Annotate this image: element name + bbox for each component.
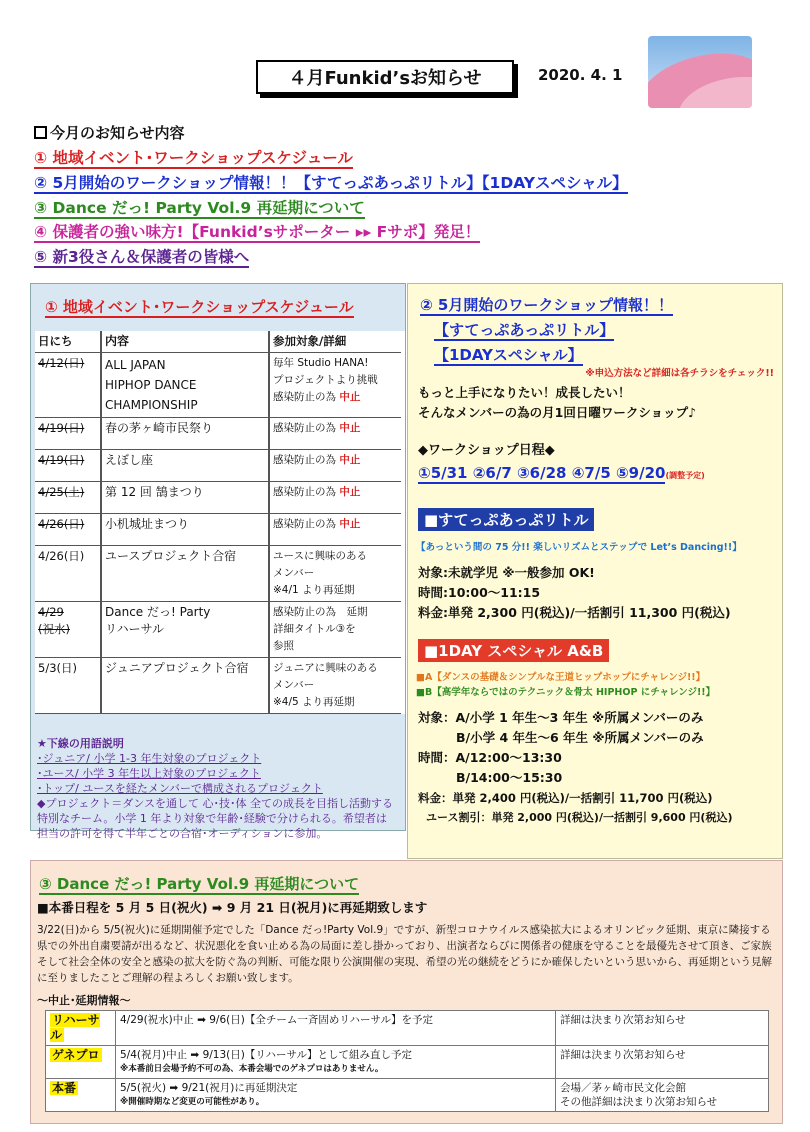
oneday-details: 対象：A/小学 1 年生～3 年生 ※所属メンバーのみ B/小学 4 年生～6 年生 ※所属メンバーのみ 時間：A/12:00～13:30 B/14:00～15:30 料金：単発 2,400 円(税込)/一括割引 11,700 円(税込) ユース割引：単発 2,000 円(税込)/一括割引 9,600 円(税込) [418,710,733,824]
table-row: ゲネプロ 5/4(祝月)中止 ➡ 9/13(日)【リハーサル】として組み直し予定 ※本番前日会場予約不可の為、本番会場でのゲネプロはありません。 詳細は決まり次第お知らせ [46,1046,769,1079]
postponement-table [45,1010,769,1112]
schedule-table [35,331,401,714]
table-header-row: 日にち 内容 参加対象/詳細 [35,331,401,353]
table-row: リハーサル 4/29(祝水)中止 ➡ 9/6(日)【全チーム一斉固めリハーサル】を予定 詳細は決まり次第お知らせ [46,1011,769,1046]
little-title: ■すてっぷあっぷリトル [418,508,594,531]
table-row: 4/29 (祝水) Dance だっ! Party リハーサル 感染防止の為 延期 詳細タイトル③を 参照 [35,602,401,658]
toc-item-4[interactable]: ④ 保護者の強い味方!【Funkid’sサポーター ▸▸ Fサポ】発足！ [34,223,481,241]
section-party-postponement: ③ Dance だっ! Party Vol.9 再延期について ■本番日程を 5 月 5 日(祝火) ➡ 9 月 21 日(祝月)に再延期致します 3/22(日)から 5/5(祝火)に延期開催予定でした「Dance だっ!Party Vol.9」ですが、新型コロナウイルス感染拡大によるオリンピック延期、東京に隣接する県での外出自粛要請が出るなど、状況悪化を食い止める為の局面に差し掛かっており、出演者ならびに関係者の健康を守ることを最優先させて頂き、ご家族そして社会全体の安全と感染の拡大を防ぐ為の判断、可能な限り公演開催の実現、希望の光の継続をどうにか確保したいという思いから、再延期という見解に至りましたことご理解の程よろしくお願い致します。 ～中止･延期情報～ リハーサル 4/29(祝水)中止 ➡ 9/6(日)【全チーム一斉固めリハーサル】を予定 詳細は決まり次第お知らせ ゲネプロ 5/4(祝月)中止 ➡ 9/13(日)【リハーサル】として組み直し予定 ※本番前日会場予約不可の為、本番会場でのゲネプロはありません。 詳細は決まり次第お知らせ 本番 5/5(祝火) ➡ 9/21(祝月)に再延期決定 ※開催時期など変更の可能性があり。 会場／茅ヶ崎市民文化会館 その他詳細は決まり次第お知らせ [30,860,783,1124]
little-details: 対象:未就学児 ※一般参加 OK! 時間:10:00～11:15 料金:単発 2,300 円(税込)/一括割引 11,300 円(税込) [418,565,731,620]
table-row: 4/26(日) 小机城址まつり 感染防止の為 中止 [35,514,401,546]
table-row: 4/12(日) ALL JAPAN HIPHOP DANCE CHAMPIONSHIP 毎年 Studio HANA! プロジェクトより挑戦 感染防止の為 中止 [35,353,401,418]
table-row: 4/19(日) えぼし座 感染防止の為 中止 [35,450,401,482]
workshop-intro: もっと上手になりたい！成長したい！ そんなメンバーの為の月1回日曜ワークショップ♪ [418,385,697,420]
toc-item-5[interactable]: ⑤ 新3役さん＆保護者の皆様へ [34,248,250,266]
toc-item-3[interactable]: ③ Dance だっ! Party Vol.9 再延期について [34,199,365,217]
table-row: 4/26(日) ユースプロジェクト合宿 ユースに興味のある メンバー ※4/1 より再延期 [35,546,401,602]
page-title: ４月Funkid’sお知らせ [256,60,514,94]
table-row: 4/25(土) 第 12 回 鵠まつり 感染防止の為 中止 [35,482,401,514]
toc-heading: 今月のお知らせ内容 [34,122,185,143]
workshop-dates: ①5/31 ②6/7 ③6/28 ④7/5 ⑤9/20(調整予定) [418,464,705,482]
toc-item-2[interactable]: ② 5月開始のワークショップ情報！！【すてっぷあっぷリトル】【1DAYスペシャル】 [34,174,628,192]
section-workshop-info: ② 5月開始のワークショップ情報！！ 【すてっぷあっぷリトル】 【1DAYスペシャル】 ※申込方法など詳細は各チラシをチェック!! もっと上手になりたい！成長したい！ そんなメンバーの為の月1回日曜ワークショップ♪ ◆ワークショップ日程◆ ①5/31 ②6/7 ③6/28 ④7/5 ⑤9/20(調整予定) ■すてっぷあっぷリトル 【あっという間の 75 分!! 楽しいリズムとステップで Let’s Dancing!!】 対象:未就学児 ※一般参加 OK! 時間:10:00～11:15 料金:単発 2,300 円(税込)/一括割引 11,300 円(税込) ■1DAY スペシャル A&B ■A【ダンスの基礎＆シンプルな王道ヒップホップにチャレンジ!!】 ■B【高学年ならではのテクニック＆骨太 HIPHOP にチャレンジ!!】 対象：A/小学 1 年生～3 年生 ※所属メンバーのみ B/小学 4 年生～6 年生 ※所属メンバーのみ 時間：A/12:00～13:30 B/14:00～15:30 料金：単発 2,400 円(税込)/一括割引 11,700 円(税込) ユース割引：単発 2,000 円(税込)/一括割引 9,600 円(税込) [407,283,783,859]
issue-date: 2020. 4. 1 [538,66,623,84]
glossary-notes: ★下線の用語説明 ･ジュニア/ 小学 1-3 年生対象のプロジェクト ･ユース/ 小学 3 年生以上対象のプロジェクト ･トップ/ ユースを経たメンバーで構成されるプロジェクト ◆プロジェクト＝ダンスを通して 心･技･体 全ての成長を目指し活動する特別なチーム。小学 1 年より対象で年齢･経験で分けられる。希望者は担当の許可を得て半年ごとの合宿･オーディションに参加。 [37,737,394,840]
section-event-schedule [30,283,406,840]
section3-title: ③ Dance だっ! Party Vol.9 再延期について [39,875,360,893]
oneday-title: ■1DAY スペシャル A&B [418,639,609,662]
table-row: 4/19(日) 春の茅ヶ崎市民祭り 感染防止の為 中止 [35,418,401,450]
toc-item-1[interactable]: ① 地域イベント･ワークショップスケジュール [34,149,353,167]
table-row: 本番 5/5(祝火) ➡ 9/21(祝月)に再延期決定 ※開催時期など変更の可能性があり。 会場／茅ヶ崎市民文化会館 その他詳細は決まり次第お知らせ [46,1079,769,1112]
checkbox-icon [34,126,47,139]
table-row: 5/3(日) ジュニアプロジェクト合宿 ジュニアに興味のある メンバー ※4/5 より再延期 [35,658,401,714]
section2-title: ② 5月開始のワークショップ情報！！ 【すてっぷあっぷリトル】 【1DAYスペシャル】 [420,296,674,364]
section1-title: ① 地域イベント･ワークショップスケジュール [45,298,354,316]
flower-field-illustration [648,36,752,108]
